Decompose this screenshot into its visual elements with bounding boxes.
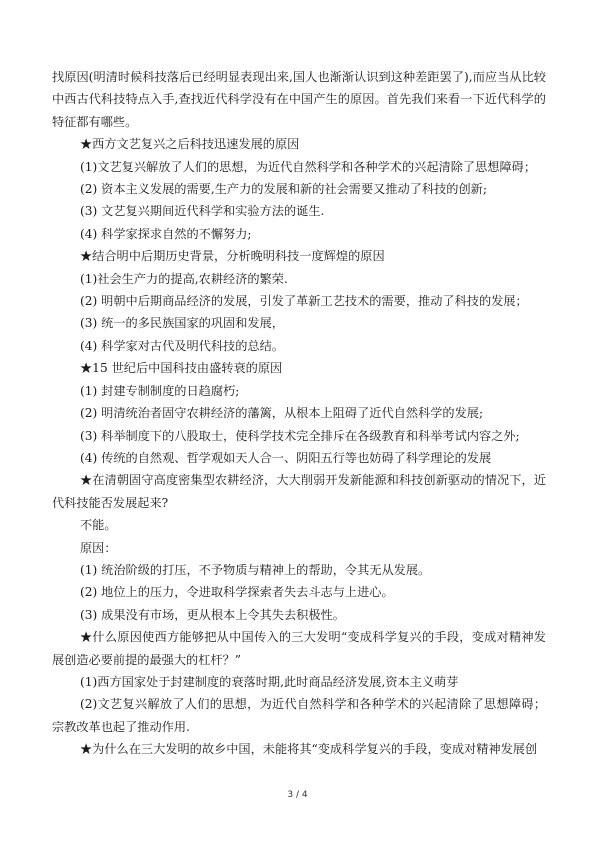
paragraph: (3) 科举制度下的八股取士，使科学技术完全排斥在各级教育和科举考试内容之外; xyxy=(80,428,520,443)
paragraph: (1) 封建专制制度的日趋腐朽; xyxy=(80,383,240,398)
paragraph: 找原因(明清时候科技落后已经明显表现出来,国人也渐渐认识到这种差距罢了),而应当从比较中西古代科技特点入手,查找近代科学没有在中国产生的原因。首先我们来看一下近代科学的特征都有哪些。 xyxy=(52,70,546,129)
paragraph: (1)社会生产力的提高,农耕经济的繁荣. xyxy=(80,271,288,286)
paragraph: ★结合明中后期历史背景，分析晚明科技一度辉煌的原因 xyxy=(80,249,385,264)
paragraph: (2) 地位上的压力，令进取科学探索者失去斗志与上进心。 xyxy=(80,585,394,600)
paragraph: (3) 成果没有市场，更从根本上令其失去积极性。 xyxy=(80,607,345,622)
paragraph: (3) 统一的多民族国家的巩固和发展， xyxy=(80,316,284,331)
paragraph: (3) 文艺复兴期间近代科学和实验方法的诞生. xyxy=(80,204,325,219)
document-body xyxy=(52,66,546,761)
paragraph: (1)西方国家处于封建制度的衰落时期,此时商品经济发展,资本主义萌芽 xyxy=(80,674,459,689)
paragraph: (4) 传统的自然观、哲学观如天人合一、阴阳五行等也妨碍了科学理论的发展 xyxy=(80,450,492,465)
paragraph: (2)文艺复兴解放了人们的思想，为近代自然科学和各种学术的兴起清除了思想障碍；宗教改革也起了推动作用. xyxy=(52,697,546,734)
paragraph: ★西方文艺复兴之后科技迅速发展的原因 xyxy=(80,137,300,152)
paragraph: (1) 统治阶级的打压，不予物质与精神上的帮助，令其无从发展。 xyxy=(80,562,431,577)
paragraph: ★15 世纪后中国科技由盛转衰的原因 xyxy=(80,361,283,376)
paragraph: (2) 资本主义发展的需要,生产力的发展和新的社会需要又推动了科技的创新; xyxy=(80,182,487,197)
paragraph: 原因： xyxy=(80,540,117,555)
paragraph: (4) 科学家对古代及明代科技的总结。 xyxy=(80,338,284,353)
paragraph: ★什么原因使西方能够把从中国传入的三大发明“变成科学复兴的手段，变成对精神发展创造必要前提的最强大的杠杆？” xyxy=(52,630,546,667)
paragraph: ★在清朝固守高度密集型农耕经济，大大削弱开发新能源和科技创新驱动的情况下，近代科技能否发展起来? xyxy=(52,473,546,510)
paragraph: 不能。 xyxy=(80,518,117,533)
paragraph: (2) 明朝中后期商品经济的发展，引发了革新工艺技术的需要，推动了科技的发展； xyxy=(80,294,528,309)
paragraph: (2) 明清统治者固守农耕经济的藩篱，从根本上阻碍了近代自然科学的发展; xyxy=(80,406,484,421)
page-number: 3 / 4 xyxy=(287,790,308,800)
paragraph: (4) 科学家探求自然的不懈努力; xyxy=(80,226,252,241)
paragraph: ★为什么在三大发明的故乡中国，未能将其“变成科学复兴的手段，变成对精神发展创 xyxy=(80,742,538,757)
paragraph: (1)文艺复兴解放了人们的思想，为近代自然科学和各种学术的兴起清除了思想障碍； xyxy=(80,159,537,174)
